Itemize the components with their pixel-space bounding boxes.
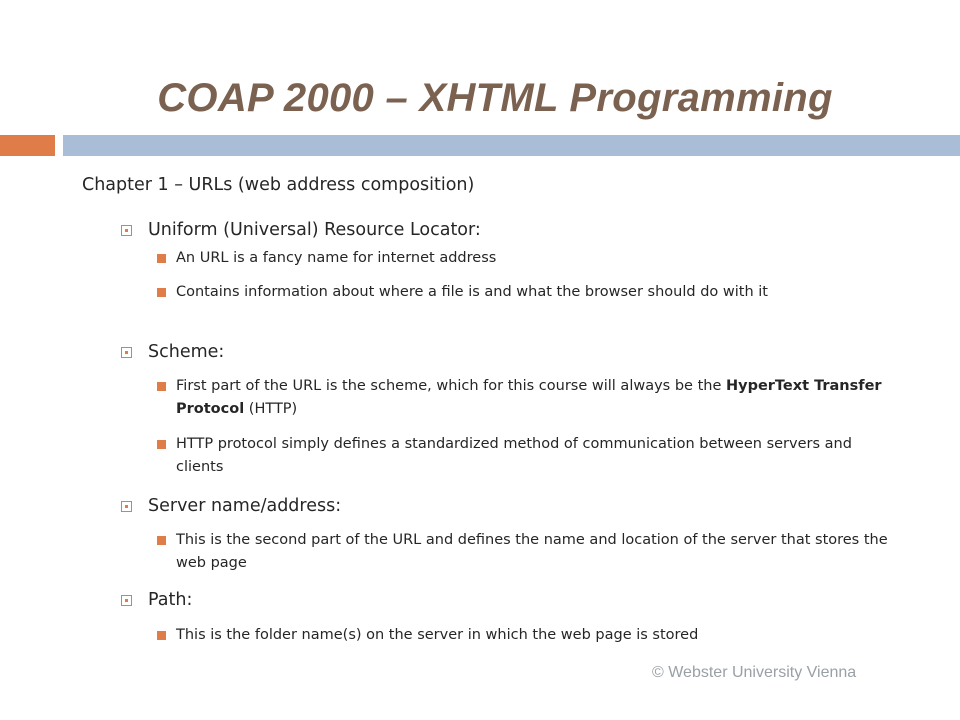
filled-square-bullet-icon <box>157 382 166 391</box>
list-item <box>176 529 901 575</box>
bullet-text: An URL is a fancy name for internet address <box>176 250 497 266</box>
list-item <box>176 375 901 421</box>
filled-square-bullet-icon <box>157 440 166 449</box>
list-item <box>176 281 901 304</box>
hollow-square-bullet-icon <box>121 501 132 512</box>
list-item <box>176 433 901 479</box>
filled-square-bullet-icon <box>157 254 166 263</box>
section-label: Scheme: <box>148 342 225 362</box>
filled-square-bullet-icon <box>157 288 166 297</box>
filled-square-bullet-icon <box>157 536 166 545</box>
bullet-text: Contains information about where a file is and what the browser should do with it <box>176 284 768 300</box>
hollow-square-bullet-icon <box>121 595 132 606</box>
section-server-name-address <box>148 496 341 516</box>
bullet-text: This is the second part of the URL and defines the name and location of the server that stores the web page <box>176 532 888 571</box>
chapter-heading: Chapter 1 – URLs (web address composition) <box>82 175 475 195</box>
list-item <box>176 247 901 270</box>
filled-square-bullet-icon <box>157 631 166 640</box>
section-label: Uniform (Universal) Resource Locator: <box>148 220 481 240</box>
section-scheme <box>148 342 224 362</box>
bullet-text-before: First part of the URL is the scheme, which for this course will always be the <box>176 378 726 394</box>
section-uniform-resource-locator <box>148 220 481 240</box>
bullet-text: This is the folder name(s) on the server in which the web page is stored <box>176 627 699 643</box>
bullet-text: HTTP protocol simply defines a standardized method of communication between servers and clients <box>176 436 852 475</box>
bullet-text-after: (HTTP) <box>244 401 298 417</box>
copyright-footer: © Webster University Vienna <box>652 664 857 681</box>
list-item <box>176 624 901 647</box>
section-label: Path: <box>148 590 193 610</box>
hollow-square-bullet-icon <box>121 225 132 236</box>
section-path <box>148 590 192 610</box>
slide-title: COAP 2000 – XHTML Programming <box>157 76 833 120</box>
bullet-text-strong: HyperText Transfer Protocol <box>176 378 882 417</box>
section-label: Server name/address: <box>148 496 342 516</box>
hollow-square-bullet-icon <box>121 347 132 358</box>
